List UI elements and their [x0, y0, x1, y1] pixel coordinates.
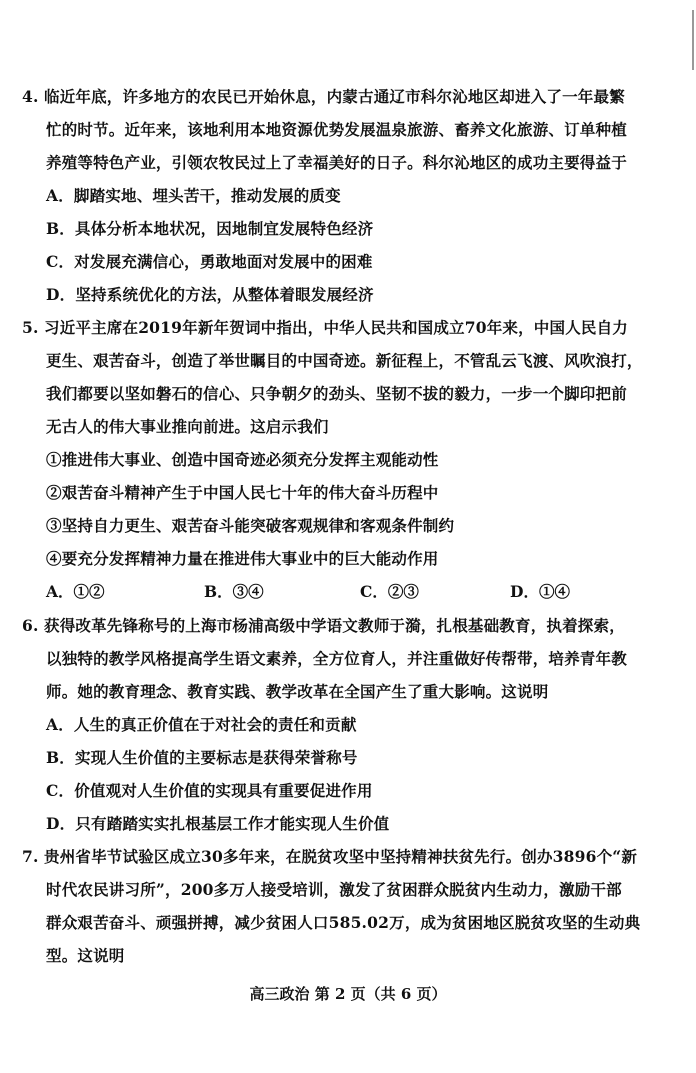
option-c: C．价值观对人生价值的实现具有重要促进作用	[46, 781, 373, 800]
question-number: 6.	[22, 616, 39, 635]
question-stem-line: 4. 临近年底，许多地方的农民已开始休息，内蒙古通辽市科尔沁地区却进入了一年最繁	[22, 80, 672, 113]
question-stem-line: 无古人的伟大事业推向前进。这启示我们	[46, 417, 329, 436]
question-stem-line: 我们都要以坚如磐石的信心、只争朝夕的劲头、坚韧不拔的毅力，一步一个脚印把前	[46, 384, 627, 403]
choices-row	[22, 575, 672, 608]
question-stem-line: 型。这说明	[46, 946, 125, 965]
option-a: A．人生的真正价值在于对社会的责任和贡献	[46, 715, 357, 734]
option-d: D．坚持系统优化的方法，从整体着眼发展经济	[46, 285, 374, 304]
question-stem-line: 6. 获得改革先锋称号的上海市杨浦高级中学语文教师于漪，扎根基础教育，执着探索，	[22, 609, 672, 642]
question-stem-line: 忙的时节。近年来，该地利用本地资源优势发展温泉旅游、畜养文化旅游、订单种植	[46, 120, 627, 139]
question-stem-line: 5. 习近平主席在2019年新年贺词中指出，中华人民共和国成立70年来，中国人民自力	[22, 311, 672, 344]
statement-1: ①推进伟大事业、创造中国奇迹必须充分发挥主观能动性	[46, 450, 439, 469]
scan-edge-mark	[692, 10, 694, 70]
statement-4: ④要充分发挥精神力量在推进伟大事业中的巨大能动作用	[46, 549, 439, 568]
question-stem-line: 师。她的教育理念、教育实践、教学改革在全国产生了重大影响。这说明	[46, 682, 549, 701]
question-number: 4.	[22, 87, 39, 106]
choice-b: B．③④	[204, 582, 264, 601]
question-stem-line: 7. 贵州省毕节试验区成立30多年来，在脱贫攻坚中坚持精神扶贫先行。创办3896个“新	[22, 840, 672, 873]
question-6	[22, 609, 672, 840]
option-c: C．对发展充满信心，勇敢地面对发展中的困难	[46, 252, 373, 271]
choice-c: C．②③	[360, 582, 419, 601]
question-7	[22, 840, 672, 972]
page-footer: 高三政治 第 2 页（共 6 页）	[249, 985, 447, 1003]
statement-2: ②艰苦奋斗精神产生于中国人民七十年的伟大奋斗历程中	[46, 483, 439, 502]
option-a: A．脚踏实地、埋头苦干，推动发展的质变	[46, 186, 341, 205]
question-stem-line: 时代农民讲习所”，200多万人接受培训，激发了贫困群众脱贫内生动力，激励干部	[46, 880, 622, 899]
option-d: D．只有踏踏实实扎根基层工作才能实现人生价值	[46, 814, 390, 833]
question-number: 5.	[22, 318, 39, 337]
question-4	[22, 80, 672, 311]
question-5	[22, 311, 672, 608]
question-stem-line: 以独特的教学风格提高学生语文素养，全方位育人，并注重做好传帮带，培养青年教	[46, 649, 627, 668]
statement-3: ③坚持自力更生、艰苦奋斗能突破客观规律和客观条件制约	[46, 516, 455, 535]
question-number: 7.	[22, 847, 39, 866]
question-stem-line: 更生、艰苦奋斗，创造了举世瞩目的中国奇迹。新征程上，不管乱云飞渡、风吹浪打，	[46, 351, 643, 370]
option-b: B．具体分析本地状况，因地制宜发展特色经济	[46, 219, 374, 238]
question-stem-line: 养殖等特色产业，引领农牧民过上了幸福美好的日子。科尔沁地区的成功主要得益于	[46, 153, 627, 172]
option-b: B．实现人生价值的主要标志是获得荣誉称号	[46, 748, 358, 767]
choice-a: A．①②	[46, 582, 105, 601]
choice-d: D．①④	[510, 582, 570, 601]
question-stem-line: 群众艰苦奋斗、顽强拼搏，减少贫困人口585.02万，成为贫困地区脱贫攻坚的生动典	[46, 913, 641, 932]
